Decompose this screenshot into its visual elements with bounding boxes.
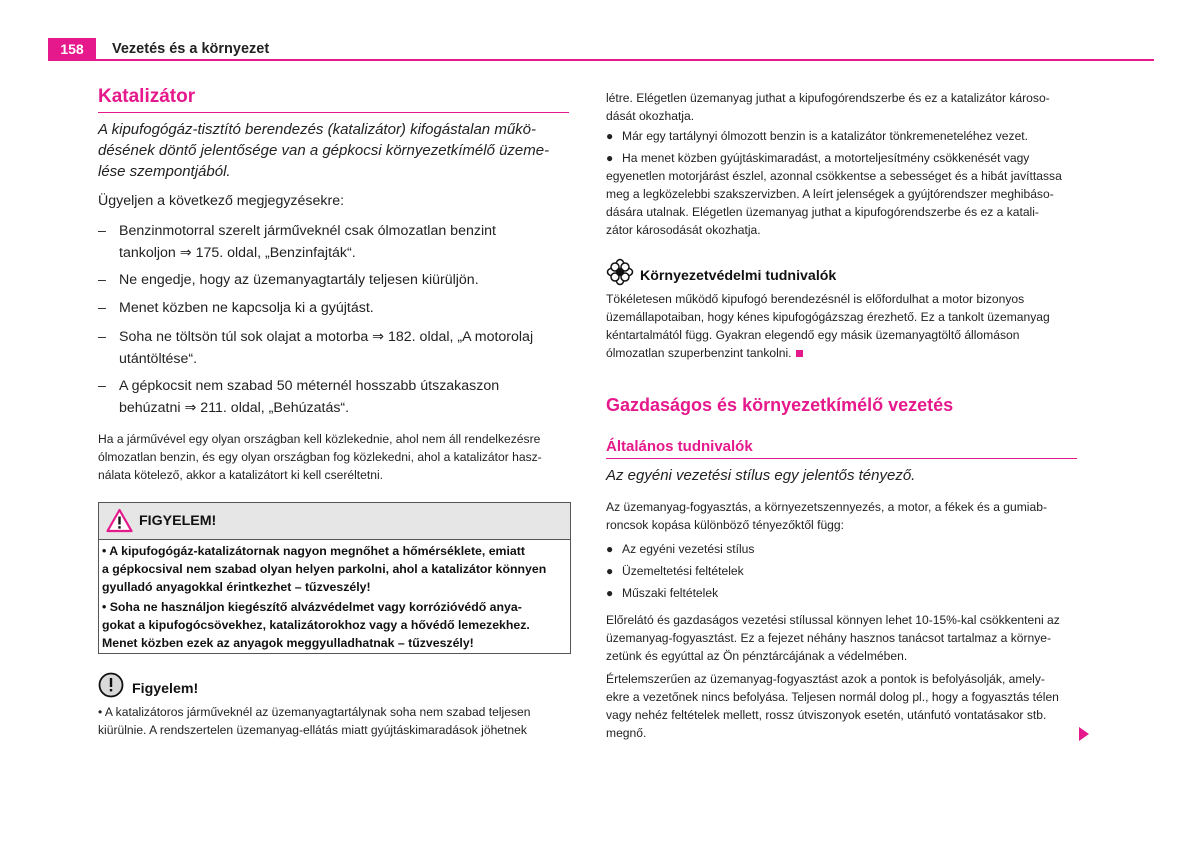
list-item: ● Már egy tartálynyi ólmozott benzin is a katalizátor tönkremeneteléhez vezet. — [606, 129, 1029, 143]
bullet-icon: ● — [606, 129, 614, 143]
intro-text: Ügyeljen a következő megjegyzésekre: — [98, 193, 345, 209]
bullet-icon: ● — [606, 564, 614, 578]
list-item: ● Műszaki feltételek — [606, 586, 719, 600]
warning-paragraph: • A kipufogógáz-katalizátornak nagyon megnőhet a hőmérséklete, emiatt a gépkocsival nem szabad olyan helyen parkolni, ahol a katalizátor könnyen gyulladó anyagokkal érintkezhet – tűzveszély! — [102, 544, 547, 594]
environment-title: Környezetvédelmi tudnivalók — [640, 268, 837, 284]
warning-header — [99, 503, 570, 540]
subsection-rule — [606, 458, 1077, 459]
warning-title: FIGYELEM! — [139, 513, 217, 529]
list-item: – Soha ne töltsön túl sok olajat a motorba ⇒ 182. oldal, „A motorolaj utántöltése“. — [98, 329, 534, 367]
environment-text: Tökéletesen működő kipufogó berendezésnél is előfordulhat a motor bizonyos üzemállapotaiban, hogy kénes kipufogógázszag érezhető. Ez a tankolt üzemanyag kéntartalmától függ. Gyakran elegendő egy másik üzemanyagtöltő állomáson ólmozatlan szuperbenzint tankolni. — [606, 292, 1050, 360]
title-rule — [98, 112, 569, 113]
section-title-katalizator: Katalizátor — [98, 86, 196, 107]
bullet-icon: ● — [606, 151, 614, 165]
next-page-arrow-icon — [1079, 727, 1089, 741]
warning-paragraph: • Soha ne használjon kiegészítő alvázvédelmet vagy korrózióvédő anya- gokat a kipufogócsövekhez, katalizátorokhoz vagy a hővédő lemezekhez. Menet közben ezek az anyagok meggyulladhatnak – tűzveszély! — [102, 600, 530, 650]
list-item: – Menet közben ne kapcsolja ki a gyújtást. — [98, 300, 374, 316]
paragraph: Előrelátó és gazdaságos vezetési stílussal könnyen lehet 10-15%-kal csökkenteni az üzemanyag-fogyasztást. Ez a fejezet néhány hasznos tanácsot tartalmaz a környe- zetünk és egyúttal az Ön pénztárcájának a védelmében. — [606, 613, 1060, 663]
warning-triangle-icon — [106, 508, 133, 533]
subsection-lead: Az egyéni vezetési stílus egy jelentős tényező. — [606, 467, 916, 484]
note-paragraph: Ha a járművével egy olyan országban kell közlekednie, ahol nem áll rendelkezésre ólmozatlan benzin, és egy olyan országban fog közlekedni, ahol a katalizátor hasz- nálata kötelező, akkor a katalizátort ki kell cseréltetni. — [98, 432, 542, 482]
chapter-title: Vezetés és a környezet — [112, 41, 270, 57]
section-title-economic: Gazdaságos és környezetkímélő vezetés — [606, 395, 954, 415]
paragraph: Értelemszerűen az üzemanyag-fogyasztást azok a pontok is befolyásolják, amely- ekre a vezetőnek nincs befolyása. Teljesen normál dolog pl., hogy a fogyasztás télen vagy nehéz feltételek mellett, rossz útviszonyok esetén, utánfutó vontatásakor stb. megnő. — [606, 672, 1059, 740]
list-item: – Ne engedje, hogy az üzemanyagtartály teljesen kiürüljön. — [98, 272, 479, 288]
header-rule — [48, 59, 1154, 61]
continued-paragraph: létre. Elégetlen üzemanyag juthat a kipufogórendszerbe és ez a katalizátor károso- dását okozhatja. — [606, 91, 1050, 123]
bullet-icon: ● — [606, 586, 614, 600]
list-item: ● Az egyéni vezetési stílus — [606, 542, 755, 556]
bullet-icon: ● — [606, 542, 614, 556]
list-item: – A gépkocsit nem szabad 50 méternél hosszabb útszakaszon behúzatni ⇒ 211. oldal, „Behúzatás“. — [98, 378, 500, 416]
paragraph: Az üzemanyag-fogyasztás, a környezetszennyezés, a motor, a fékek és a gumiab- roncsok kopása különböző tényezőktől függ: — [606, 500, 1047, 532]
list-item: ● Üzemeltetési feltételek — [606, 564, 744, 578]
caution-icon — [98, 672, 124, 698]
end-marker-icon — [796, 350, 803, 357]
lead-paragraph: A kipufogógáz-tisztító berendezés (katalizátor) kifogástalan műkö- désének döntő jelentősége van a gépkocsi környezetkímélő üzeme- lése szempontjából. — [98, 121, 550, 180]
caution-title: Figyelem! — [132, 681, 199, 697]
subsection-title: Általános tudnivalók — [606, 438, 753, 455]
flower-icon — [606, 258, 634, 286]
caution-text: • A katalizátoros járműveknél az üzemanyagtartálynak soha nem szabad teljesen kiürülnie. A rendszertelen üzemanyag-ellátás miatt gyújtáskimaradások jöhetnek — [98, 705, 531, 737]
list-item: – Benzinmotorral szerelt járműveknél csak ólmozatlan benzint tankoljon ⇒ 175. oldal, „Benzinfajták“. — [98, 223, 496, 261]
page-number: 158 — [48, 38, 96, 60]
warning-box — [98, 502, 571, 654]
list-item: ● Ha menet közben gyújtáskimaradást, a motorteljesítmény csökkenését vagy egyenetlen motorjárást észlel, azonnal csökkentse a sebességet és a hibát javíttassa meg a legközelebbi szakszervizben. A leírt jelenségek a gyújtórendszer meghibáso- dására utalnak. Elégetlen üzemanyag juthat a kipufogórendszerbe és ez a katali- zátor károsodását okozhatja. — [606, 151, 1062, 237]
